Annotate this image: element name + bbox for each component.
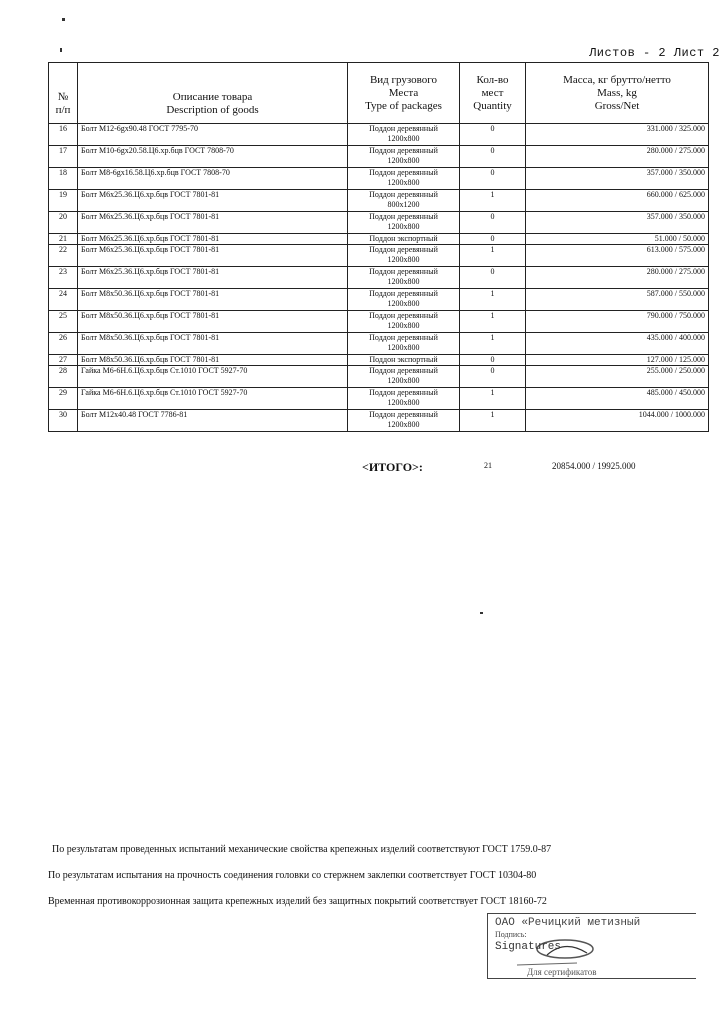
compliance-note-rivet: По результатам испытания на прочность соединения головки со стержнем заклепки соответствует ГОСТ 10304-80 (48, 870, 537, 881)
col-number-header: № п/п (49, 63, 78, 124)
col-packaging-header: Вид грузового Места Type of packages (348, 63, 460, 124)
col-mass-header: Масса, кг брутто/нетто Mass, kg Gross/Net (526, 63, 709, 124)
table-header-row (49, 63, 709, 124)
stamp-signature-label: Подпись: (495, 930, 527, 939)
table-row: 22 Болт М6х25.36.Ц6.хр.бцв ГОСТ 7801-81 Поддон деревянный 1200x800 1 613.000 / 575.000 (49, 245, 709, 267)
table-row: 17 Болт М10-6gx20.58.Ц6.хр.бцв ГОСТ 7808-70 Поддон деревянный 1200x800 0 280.000 / 275.000 (49, 146, 709, 168)
table-row: 20 Болт М6х25.36.Ц6.хр.бцв ГОСТ 7801-81 Поддон деревянный 1200x800 0 357.000 / 350.000 (49, 212, 709, 234)
col-description-header: Описание товара Description of goods (78, 63, 348, 124)
stamp-certificates-label: Для сертификатов (527, 967, 597, 977)
total-label: <ИТОГО>: (362, 460, 423, 474)
scan-speck (480, 612, 483, 614)
table-row: 19 Болт М6х25.36.Ц6.хр.бцв ГОСТ 7801-81 Поддон деревянный 800x1200 1 660.000 / 625.000 (49, 190, 709, 212)
table-row: 25 Болт М8х50.36.Ц6.хр.бцв ГОСТ 7801-81 Поддон деревянный 1200x800 1 790.000 / 750.000 (49, 311, 709, 333)
total-quantity: 21 (484, 461, 492, 470)
table-row: 21 Болт М6х25.36.Ц6.хр.бцв ГОСТ 7801-81 Поддон экспортный 0 51.000 / 50.000 (49, 234, 709, 245)
stamp-company-name: ОАО «Речицкий метизный (495, 917, 641, 929)
table-row: 27 Болт М8х50.36.Ц6.хр.бцв ГОСТ 7801-81 Поддон экспортный 0 127.000 / 125.000 (49, 355, 709, 366)
compliance-note-corrosion: Временная противокоррозионная защита крепежных изделий без защитных покрытий соответствует ГОСТ 18160-72 (48, 896, 547, 907)
goods-table (48, 62, 709, 432)
table-row: 24 Болт М8х50.36.Ц6.хр.бцв ГОСТ 7801-81 Поддон деревянный 1200x800 1 587.000 / 550.000 (49, 289, 709, 311)
table-row: 30 Болт М12х40.48 ГОСТ 7786-81 Поддон деревянный 1200x800 1 1044.000 / 1000.000 (49, 410, 709, 432)
sheet-info: Листов - 2 Лист 2 (589, 46, 720, 60)
table-row: 26 Болт М8х50.36.Ц6.хр.бцв ГОСТ 7801-81 Поддон деревянный 1200x800 1 435.000 / 400.000 (49, 333, 709, 355)
company-stamp (487, 913, 697, 985)
table-row: 28 Гайка М6-6Н.6.Ц6.хр.бцв Ст.1010 ГОСТ 5927-70 Поддон деревянный 1200x800 0 255.000 / 250.000 (49, 366, 709, 388)
table-row: 18 Болт М8-6gx16.58.Ц6.хр.бцв ГОСТ 7808-70 Поддон деревянный 1200x800 0 357.000 / 350.000 (49, 168, 709, 190)
table-row: 23 Болт М6х25.36.Ц6.хр.бцв ГОСТ 7801-81 Поддон деревянный 1200x800 0 280.000 / 275.000 (49, 267, 709, 289)
scan-speck (62, 18, 65, 21)
scan-speck (60, 48, 62, 52)
table-row: 29 Гайка М6-6Н.6.Ц6.хр.бцв Ст.1010 ГОСТ 5927-70 Поддон деревянный 1200x800 1 485.000 / 450.000 (49, 388, 709, 410)
col-quantity-header: Кол-во мест Quantity (460, 63, 526, 124)
compliance-note-mechanical: По результатам проведенных испытаний механические свойства крепежных изделий соответствуют ГОСТ 1759.0-87 (52, 844, 552, 855)
total-mass: 20854.000 / 19925.000 (552, 461, 636, 471)
table-row: 16 Болт М12-6gx90.48 ГОСТ 7795-70 Поддон деревянный 1200x800 0 331.000 / 325.000 (49, 124, 709, 146)
stamp-signatures-label: Signatures (495, 941, 562, 953)
